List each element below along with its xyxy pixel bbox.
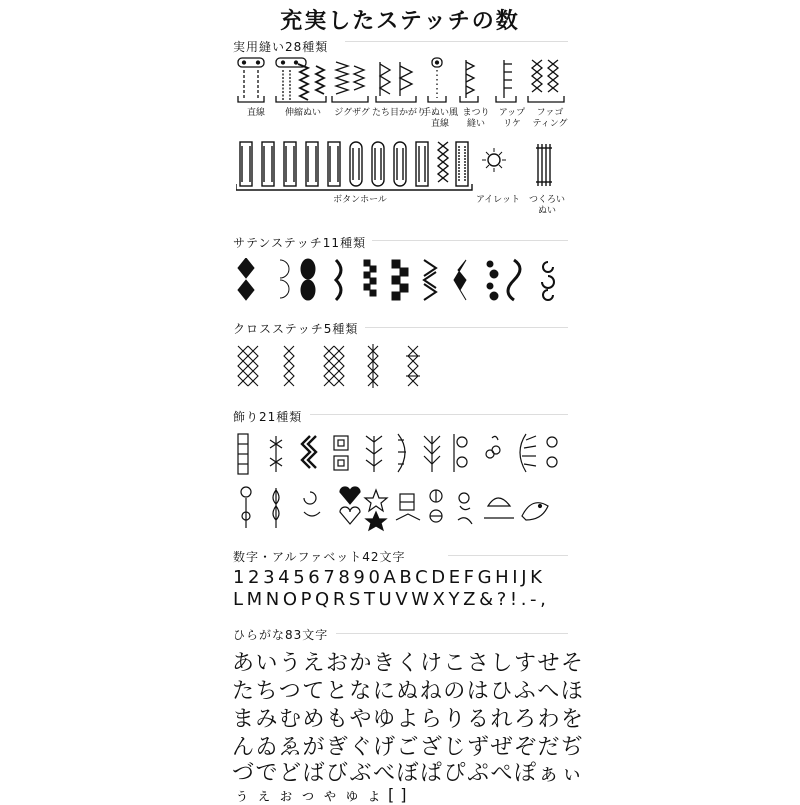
divider <box>345 41 568 42</box>
label-eyelet: アイレット <box>475 195 521 205</box>
divider <box>372 240 568 241</box>
divider <box>448 555 568 556</box>
satin-stitch-icons <box>236 258 566 304</box>
divider <box>310 414 568 415</box>
divider <box>336 633 568 634</box>
label-applique: アップ リケ <box>498 108 526 129</box>
hiragana-line-4: んゐゑがぎぐげござじずぜぞだぢ <box>232 735 585 760</box>
hiragana-line-3: まみむめもやゆよらりるれろわを <box>232 707 585 732</box>
section-practical-heading: 実用縫い28種類 <box>233 40 329 54</box>
section-hira-heading: ひらがな83文字 <box>233 628 329 642</box>
label-stretch: 伸縮ぬい <box>284 108 321 118</box>
hiragana-line-5: づでどばびぶべぼぱぴぷぺぽぁぃ <box>232 761 585 786</box>
label-straight: 直線 <box>246 108 265 118</box>
section-deco-heading: 飾り21種類 <box>233 410 303 424</box>
hiragana-line-6: ぅぇぉっゃゅょ[] <box>234 785 413 804</box>
decorative-stitch-icons <box>236 432 566 532</box>
label-overlock: たち目かがり <box>372 108 427 118</box>
label-handsewn: 手ぬい風 直線 <box>421 108 458 129</box>
alnum-line-1: 1234567890ABCDEFGHIJK <box>233 567 546 588</box>
alnum-line-2: LMNOPQRSTUVWXYZ&?!.-, <box>233 589 550 610</box>
label-zigzag: ジグザグ <box>334 108 370 118</box>
label-blind: まつり 縫い <box>462 108 490 129</box>
section-alnum-heading: 数字・アルファベット42文字 <box>233 550 406 564</box>
buttonhole-stitch-icons <box>236 138 572 196</box>
page-title: 充実したステッチの数 <box>280 9 520 34</box>
label-buttonhole: ボタンホール <box>333 195 387 205</box>
section-satin-heading: サテンステッチ11種類 <box>233 236 367 250</box>
hiragana-line-1: あいうえおかきくけこさしすせそ <box>232 651 585 676</box>
cross-stitch-icons <box>236 344 426 392</box>
hiragana-line-2: たちつてとなにぬねのはひふへほ <box>232 679 585 704</box>
divider <box>365 327 568 328</box>
label-fagoting: ファゴ ティング <box>532 108 568 129</box>
label-darning: つくろい ぬい <box>528 195 565 216</box>
section-cross-heading: クロスステッチ5種類 <box>233 322 359 336</box>
